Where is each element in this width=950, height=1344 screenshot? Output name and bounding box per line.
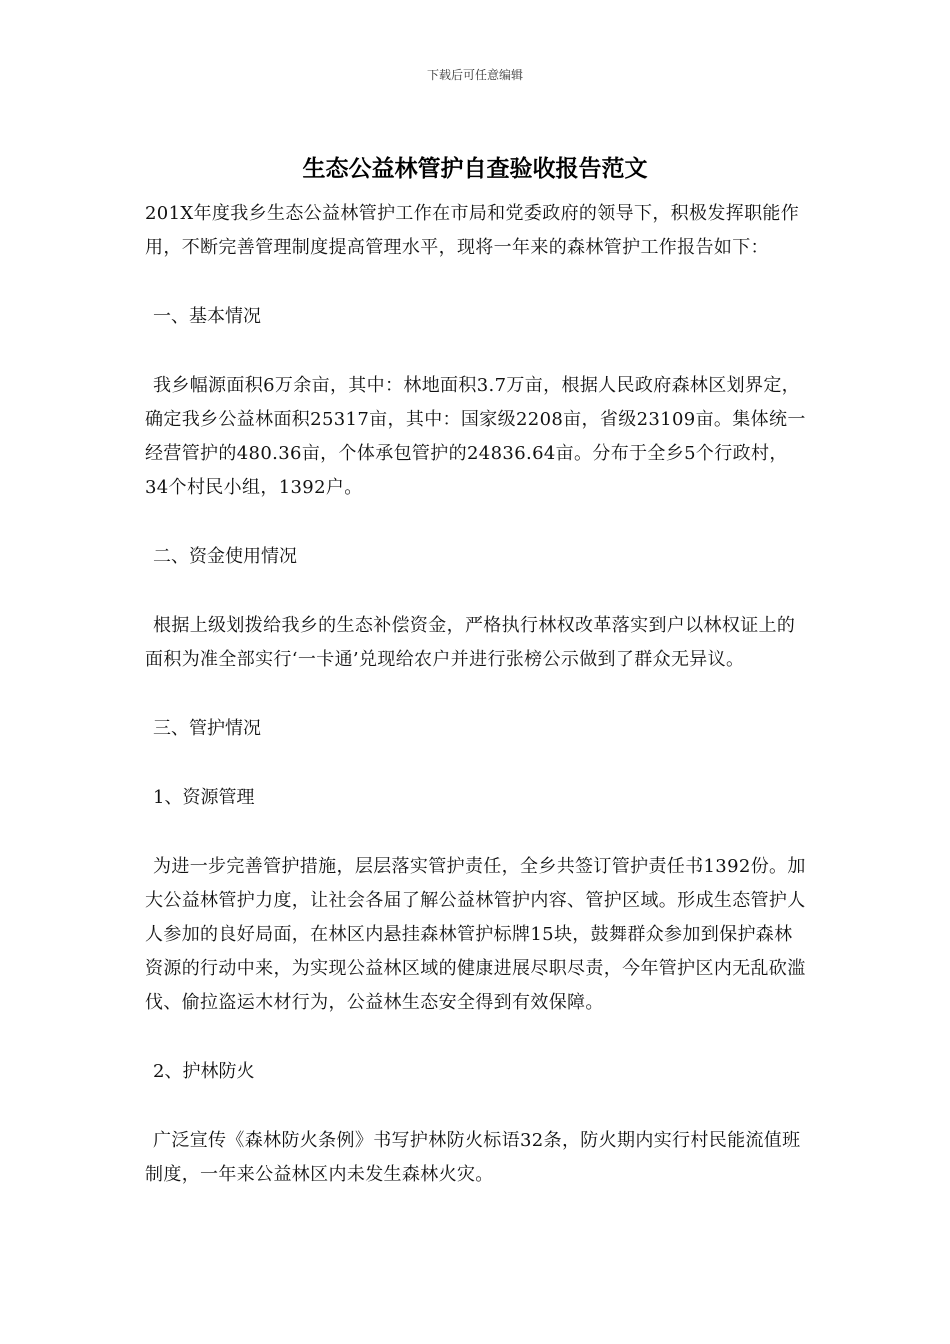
header-note: 下载后可任意编辑 [426, 68, 523, 82]
document-title: 生态公益林管护自查验收报告范文 [302, 156, 648, 182]
section-heading-funds: 二、资金使用情况 [153, 546, 297, 567]
basic-paragraph: 我乡幅源面积6万余亩，其中：林地面积3.7万亩，根据人民政府森林区划界定，确定我乡公益林面积25317亩，其中：国家级2208亩，省级23109亩。集体统一经营管护的480.36亩，个体承包管护的24836.64亩。分布于全乡5个行政村，34个村民小组，1392户。 [145, 375, 806, 498]
subsection-heading-fire: 2、护林防火 [153, 1061, 255, 1082]
intro-paragraph: 201X年度我乡生态公益林管护工作在市局和党委政府的领导下，积极发挥职能作用，不断完善管理制度提高管理水平，现将一年来的森林管护工作报告如下： [145, 203, 800, 258]
fire-paragraph: 广泛宣传《森林防火条例》书写护林防火标语32条，防火期内实行村民能流值班制度，一年来公益林区内未发生森林火灾。 [145, 1130, 801, 1185]
document-body [145, 197, 810, 1192]
section-heading-management: 三、管护情况 [153, 718, 261, 739]
subsection-heading-resource: 1、资源管理 [153, 787, 255, 808]
funds-paragraph: 根据上级划拨给我乡的生态补偿资金，严格执行林权改革落实到户以林权证上的面积为准全部实行‘一卡通’兑现给农户并进行张榜公示做到了群众无异议。 [145, 615, 796, 670]
resource-paragraph: 为进一步完善管护措施，层层落实管护责任，全乡共签订管护责任书1392份。加大公益林管护力度，让社会各届了解公益林管护内容、管护区域。形成生态管护人人参加的良好局面，在林区内悬挂森林管护标牌15块，鼓舞群众参加到保护森林资源的行动中来，为实现公益林区域的健康进展尽职尽责，今年管护区内无乱砍滥伐、偷拉盗运木材行为，公益林生态安全得到有效保障。 [145, 856, 806, 1013]
section-heading-basic: 一、基本情况 [153, 306, 261, 327]
